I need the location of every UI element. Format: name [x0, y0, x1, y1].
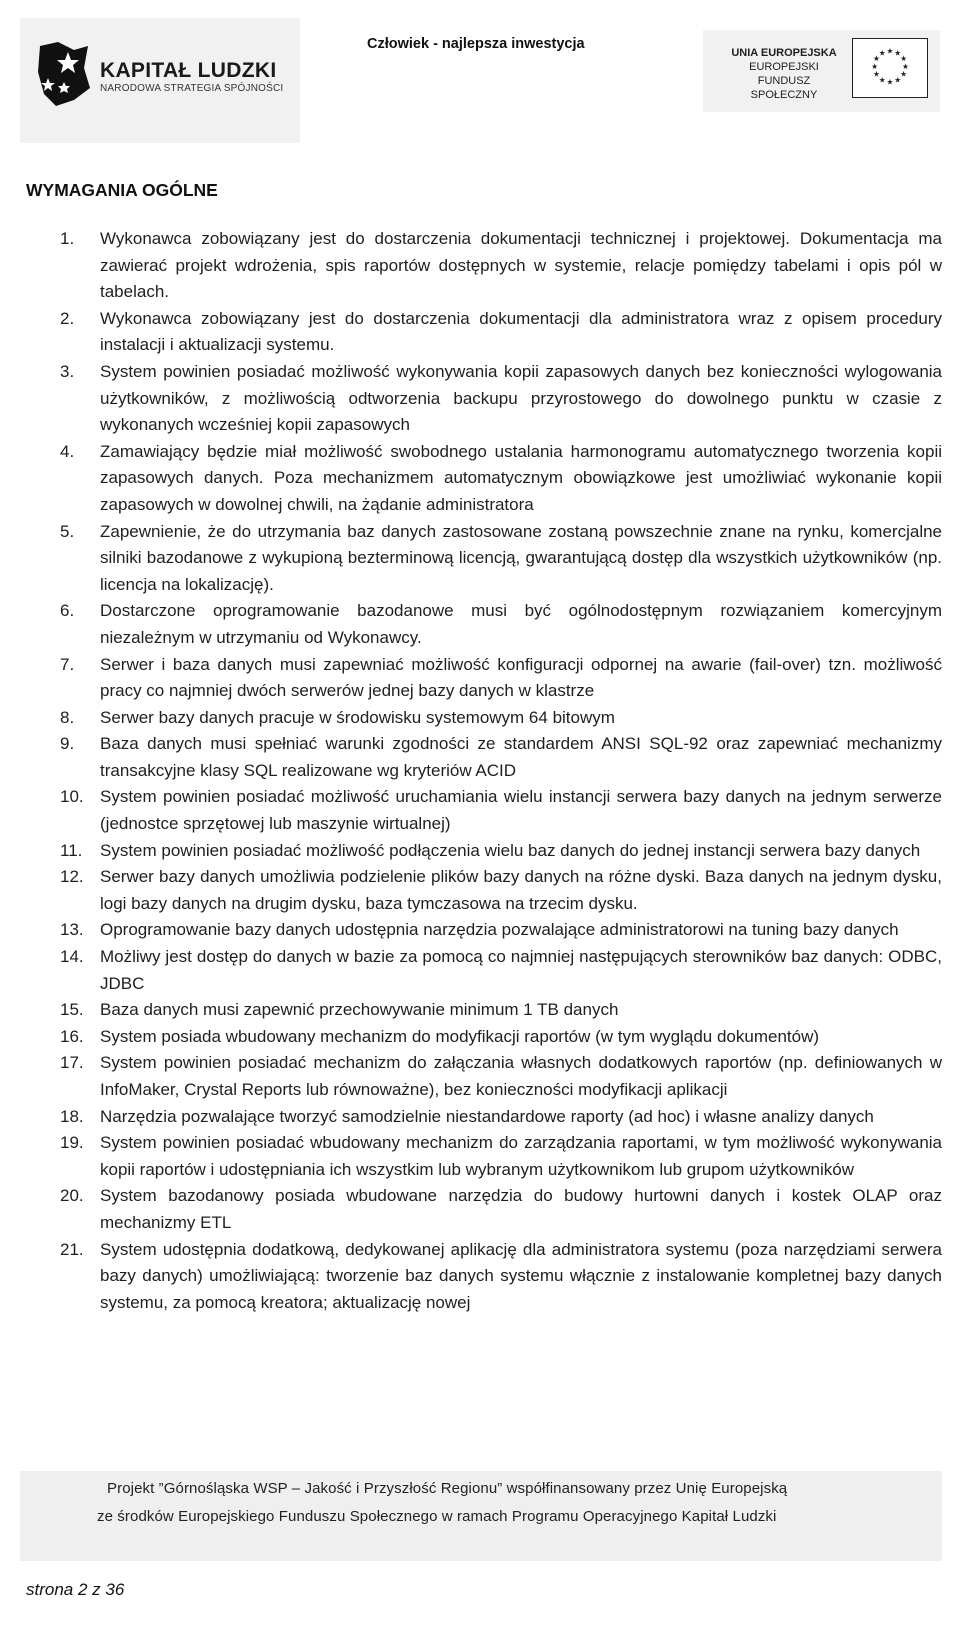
svg-text:★: ★ [878, 48, 886, 58]
requirement-item [60, 917, 942, 944]
requirement-item [60, 864, 942, 917]
requirement-number: 21. [60, 1239, 84, 1259]
requirement-item [60, 944, 942, 997]
requirement-text: System powinien posiadać wbudowany mechanizm do zarządzania raportami, w tym możliwość wykonywania kopii raportów i udostępniania ich wszystkim lub wybranym użytkownikom lub grupom użytkowników [100, 1133, 942, 1179]
requirement-text: Serwer i baza danych musi zapewniać możliwość konfiguracji odpornej na awarie (fail-over) tzn. możliwość pracy co najmniej dwóch serwerów jednej bazy danych w klastrze [100, 654, 942, 701]
requirement-item [60, 1130, 942, 1183]
svg-text:★: ★ [873, 54, 880, 64]
requirement-item [60, 784, 942, 837]
svg-text:★: ★ [894, 48, 902, 58]
section-title: WYMAGANIA OGÓLNE [26, 180, 218, 200]
requirement-number: 14. [60, 947, 84, 967]
requirement-number: 1. [60, 229, 75, 248]
requirement-item [60, 226, 942, 306]
kapital-ludzki-subtitle: NARODOWA STRATEGIA SPÓJNOŚCI [100, 83, 284, 94]
requirement-item [60, 997, 942, 1024]
requirement-text: Wykonawca zobowiązany jest do dostarczenia dokumentacji technicznej i projektowej. Dokumentacja ma zawierać projekt wdrożenia, spis raportów dostępnych w systemie, relacje pomiędzy tabelami i opis pól w tabelach. [100, 229, 942, 302]
svg-text:★: ★ [902, 61, 909, 71]
requirement-number: 4. [60, 441, 75, 461]
eu-logo-line2: EUROPEJSKI [749, 61, 819, 73]
requirement-text: Zapewnienie, że do utrzymania baz danych zastosowane zostaną powszechnie znane na rynku, komercjalne silniki bazodanowe z wykupioną bezterminową licencją, gwarantującą dostęp dla wszystkich użytkowników (np. licencja na lokalizację). [100, 521, 942, 594]
svg-text:★: ★ [878, 75, 886, 85]
requirement-text: Zamawiający będzie miał możliwość swobodnego ustalania harmonogramu automatycznego tworzenia kopii zapasowych danych. Poza mechanizmem automatycznym obowiązkowe jest umożliwiać wykonanie kopii zapasowych w dowolnej chwili, na żądanie administratora [100, 441, 942, 514]
requirements-list [60, 226, 942, 1316]
requirement-text: Serwer bazy danych umożliwia podzielenie plików bazy danych na różne dyski. Baza danych na jednym dysku, logi bazy danych na drugim dysku, baza tymczasowa na trzecim dysku. [100, 867, 942, 913]
requirement-number: 20. [60, 1186, 84, 1206]
requirement-number: 15. [60, 1000, 84, 1020]
requirement-number: 12. [60, 867, 84, 887]
requirement-item [60, 598, 942, 651]
requirement-item [60, 306, 942, 359]
kapital-ludzki-title: KAPITAŁ LUDZKI [100, 59, 277, 82]
requirement-item [60, 838, 942, 865]
requirement-number: 8. [60, 707, 75, 727]
requirement-text: System udostępnia dodatkową, dedykowanej aplikację dla administratora systemu (poza narzędziami serwera bazy danych) umożliwiającą: tworzenie baz danych systemu włącznie z instalowanie kompletnej bazy danych systemu, za pomocą kreatora; aktualizację nowej [100, 1239, 942, 1312]
kapital-ludzki-emblem-icon [34, 38, 94, 110]
svg-text:★: ★ [900, 69, 907, 79]
requirement-item [60, 1183, 942, 1236]
requirement-text: Możliwy jest dostęp do danych w bazie za pomocą co najmniej następujących sterowników baz danych: ODBC, JDBC [100, 947, 942, 993]
requirement-item [60, 1024, 942, 1051]
requirement-number: 2. [60, 308, 75, 328]
header-slogan: Człowiek - najlepsza inwestycja [367, 36, 585, 52]
requirement-text: Wykonawca zobowiązany jest do dostarczenia dokumentacji dla administratora wraz z opisem procedury instalacji i aktualizacji systemu. [100, 308, 942, 355]
requirement-item [60, 519, 942, 599]
svg-text:★: ★ [886, 46, 894, 56]
requirement-text: Serwer bazy danych pracuje w środowisku systemowym 64 bitowym [100, 707, 615, 727]
svg-text:★: ★ [871, 61, 878, 71]
page-header [0, 0, 960, 145]
requirement-text: Baza danych musi spełniać warunki zgodności ze standardem ANSI SQL-92 oraz zapewniać mechanizmy transakcyjne klasy SQL realizowane wg kryteriów ACID [100, 734, 942, 780]
svg-text:★: ★ [900, 54, 907, 64]
requirement-item [60, 1237, 942, 1317]
requirement-number: 6. [60, 601, 75, 621]
requirement-number: 10. [60, 787, 84, 807]
requirement-number: 5. [60, 521, 75, 541]
footer-line-2: ze środków Europejskiego Funduszu Społecznego w ramach Programu Operacyjnego Kapitał Ludzki [97, 1508, 777, 1525]
eu-logo-text [725, 46, 843, 102]
requirement-item [60, 652, 942, 705]
footer-line-1: Projekt ”Górnośląska WSP – Jakość i Przyszłość Regionu” współfinansowany przez Unię Europejską [107, 1480, 788, 1497]
requirement-item [60, 1050, 942, 1103]
requirement-number: 9. [60, 734, 75, 754]
requirement-item [60, 705, 942, 732]
requirement-number: 19. [60, 1133, 84, 1153]
requirement-item [60, 359, 942, 439]
requirement-text: System powinien posiadać mechanizm do załączania własnych dodatkowych raportów (np. definiowanych w InfoMaker, Crystal Reports lub równoważne), bez konieczności modyfikacji aplikacji [100, 1053, 942, 1099]
requirement-text: System powinien posiadać możliwość wykonywania kopii zapasowych danych bez konieczności wylogowania użytkowników, z możliwością odtworzenia backupu przyrostowego do dowolnego punktu w czasie z wykonanych wcześniej kopii zapasowych [100, 361, 942, 435]
requirement-number: 3. [60, 361, 75, 381]
requirement-number: 13. [60, 920, 84, 940]
requirement-text: Baza danych musi zapewnić przechowywanie minimum 1 TB danych [100, 1000, 619, 1020]
requirement-text: System posiada wbudowany mechanizm do modyfikacji raportów (w tym wyglądu dokumentów) [100, 1026, 820, 1046]
svg-text:★: ★ [894, 75, 902, 85]
svg-text:★: ★ [886, 77, 894, 87]
requirement-text: Narzędzia pozwalające tworzyć samodzielnie niestandardowe raporty (ad hoc) i własne analizy danych [100, 1106, 874, 1126]
requirement-text: System bazodanowy posiada wbudowane narzędzia do budowy hurtowni danych i kostek OLAP oraz mechanizmy ETL [100, 1186, 942, 1232]
requirement-text: System powinien posiadać możliwość podłączenia wielu baz danych do jednej instancji serwera bazy danych [100, 840, 921, 860]
eu-logo-line3: FUNDUSZ SPOŁECZNY [750, 75, 818, 101]
requirement-number: 7. [60, 654, 75, 674]
requirement-item [60, 731, 942, 784]
eu-flag-icon [852, 38, 928, 98]
requirement-number: 16. [60, 1026, 84, 1046]
requirement-text: System powinien posiadać możliwość uruchamiania wielu instancji serwera bazy danych na jednym serwerze (jednostce sprzętowej lub maszynie wirtualnej) [100, 787, 942, 834]
requirement-number: 18. [60, 1106, 84, 1126]
requirement-text: Dostarczone oprogramowanie bazodanowe musi być ogólnodostępnym rozwiązaniem komercyjnym niezależnym w utrzymaniu od Wykonawcy. [100, 601, 942, 647]
requirement-item [60, 439, 942, 519]
requirement-text: Oprogramowanie bazy danych udostępnia narzędzia pozwalające administratorowi na tuning bazy danych [100, 920, 899, 940]
page-number: strona 2 z 36 [26, 1580, 125, 1599]
requirement-number: 17. [60, 1053, 84, 1073]
eu-logo-line1: UNIA EUROPEJSKA [731, 47, 837, 59]
requirement-number: 11. [60, 840, 83, 860]
svg-text:★: ★ [873, 69, 880, 79]
requirement-item [60, 1104, 942, 1131]
